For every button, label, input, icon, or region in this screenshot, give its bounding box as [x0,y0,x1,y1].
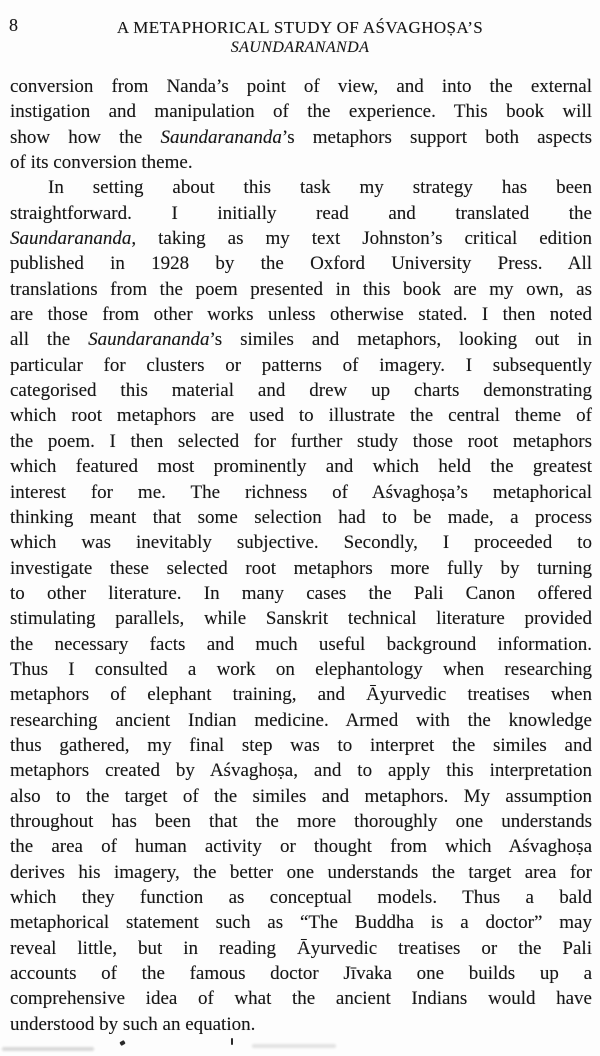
text-line: researching ancient Indian medicine. Armed with the knowledge [10,709,592,731]
text-line: translations from the poem presented in this book are my own, as [10,278,592,300]
running-title-line1: A METAPHORICAL STUDY OF AŚVAGHOṢA’S [116,18,484,37]
text-line: also to the target of the similes and metaphors. My assumption [10,785,592,807]
text-line: the necessary facts and much useful background information. [10,633,592,655]
text-line: which was inevitably subjective. Secondly, I proceeded to [10,532,592,554]
text-line: metaphorical statement such as “The Buddha is a doctor” may [10,912,592,934]
page-body [10,74,592,1037]
page-header [0,0,600,57]
text-line: to other literature. In many cases the Pali Canon offered [10,582,592,604]
text-line: which they function as conceptual models. Thus a bald [10,887,592,908]
text-line: investigate these selected root metaphors more fully by turning [10,557,592,579]
text-line: of its conversion theme. [10,152,193,174]
text-line: metaphors of elephant training, and Āyurvedic treatises when [10,684,592,706]
text-line: the area of human activity or thought from which Aśvaghoṣa [10,836,592,858]
text-line: comprehensive idea of what the ancient Indians would have [10,988,592,1010]
text-line: particular for clusters or patterns of imagery. I subsequently [10,354,592,376]
text-line: metaphors created by Aśvaghoṣa, and to apply this interpretation [10,760,592,782]
text-line: understood by such an equation. [10,1013,256,1035]
text-line: conversion from Nanda’s point of view, and into the external [10,76,592,97]
text-line: accounts of the famous doctor Jīvaka one builds up a [10,963,592,985]
text-line: published in 1928 by the Oxford University Press. All [10,253,592,275]
text-line: the poem. I then selected for further study those root metaphors [10,430,592,452]
text-line: derives his imagery, the better one understands the target area for [10,861,592,883]
text-line: are those from other works unless otherwise stated. I then noted [10,304,592,326]
text-line: which featured most prominently and which held the greatest [10,456,592,478]
scan-smudge [252,1044,336,1048]
text-line: show how the Saundarananda’s metaphors support both aspects [10,126,592,148]
text-line: reveal little, but in reading Āyurvedic treatises or the Pali [10,937,592,959]
text-line: instigation and manipulation of the experience. This book will [10,101,592,123]
text-line: Saundarananda, taking as my text Johnston’s critical edition [10,228,592,250]
text-line: thinking meant that some selection had to be made, a process [10,506,592,528]
running-title-line2: SAUNDARANANDA [230,39,370,56]
text-line: straightforward. I initially read and translated the [10,202,592,224]
text-line: thus gathered, my final step was to interpret the similes and [10,734,592,756]
page-number: 8 [9,15,18,35]
text-line: which root metaphors are used to illustrate the central theme of [10,405,592,427]
scan-speck [231,1038,233,1045]
text-line: interest for me. The richness of Aśvaghoṣa’s metaphorical [10,481,592,503]
text-line: throughout has been that the more thoroughly one understands [10,810,592,832]
scan-smudge [2,1047,94,1051]
text-line: stimulating parallels, while Sanskrit technical literature provided [10,608,592,630]
scan-speck [119,1040,125,1046]
text-line: all the Saundarananda’s similes and metaphors, looking out in [10,329,592,351]
text-line: categorised this material and drew up charts demonstrating [10,380,592,402]
text-line: In setting about this task my strategy has been [48,177,592,199]
text-line: Thus I consulted a work on elephantology when researching [10,658,592,680]
